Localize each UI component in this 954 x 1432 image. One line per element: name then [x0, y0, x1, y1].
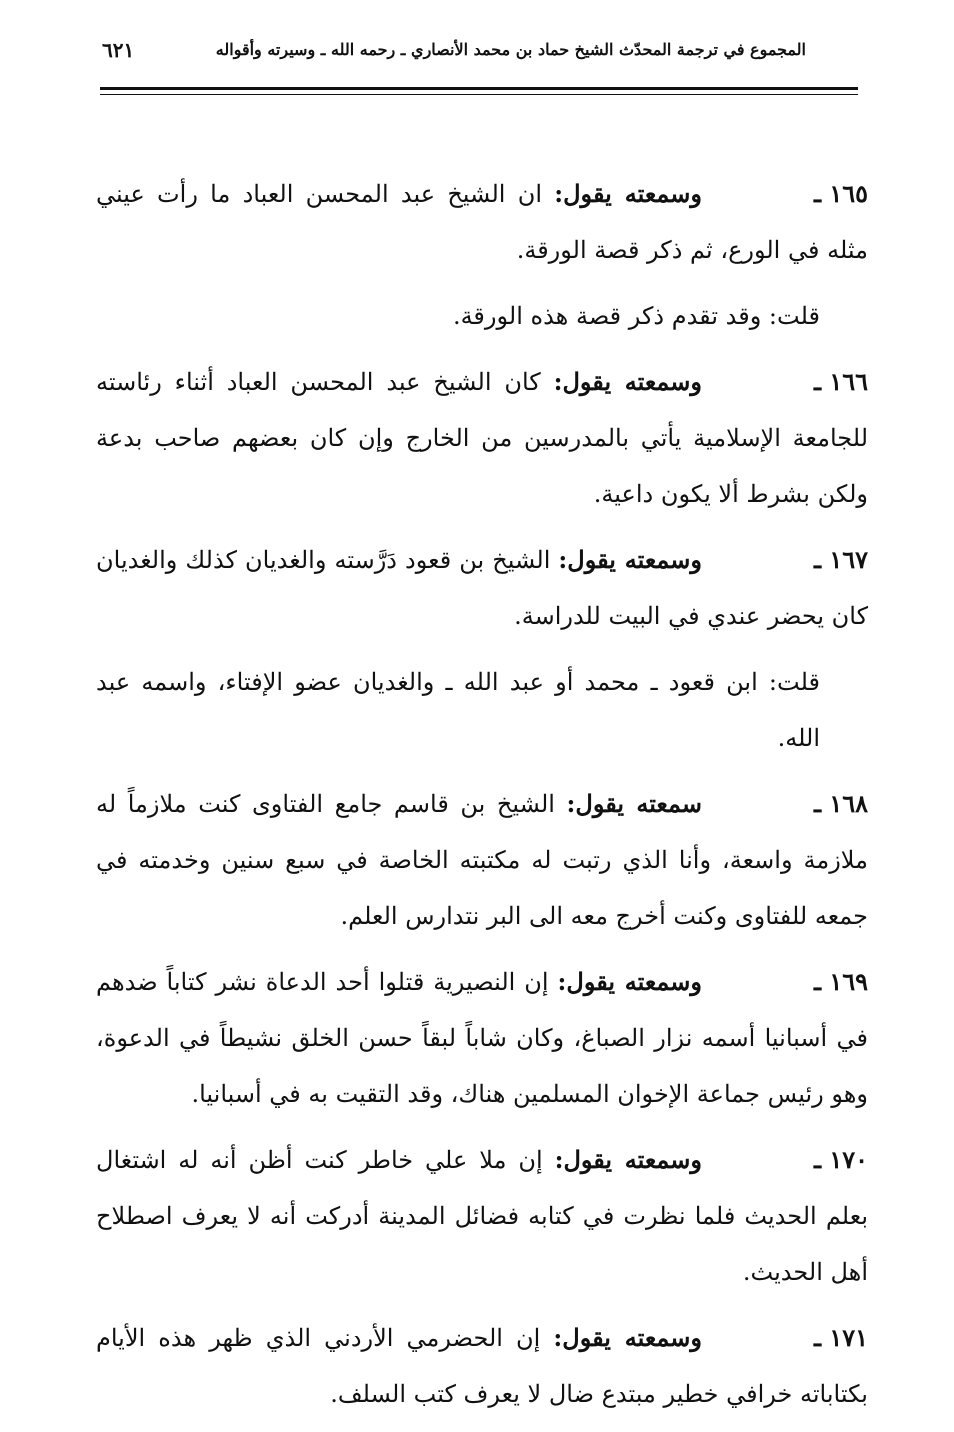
entry-lead: وسمعته يقول: — [554, 179, 703, 208]
entry-167 — [96, 532, 868, 644]
entry-number: ١٦٨ ـ — [813, 789, 868, 818]
entry-170 — [96, 1132, 868, 1300]
entry-text: كان الشيخ عبد المحسن العباد أثناء رئاسته للجامعة الإسلامية يأتي بالمدرسين من الخارج وإن كان بعضهم صاحب بدعة ولكن بشرط ألا يكون داعية. — [96, 368, 868, 508]
entry-lead: سمعته يقول: — [566, 789, 702, 818]
entry-text: الشيخ بن قعود دَرَّسته والغديان كذلك والغديان كان يحضر عندي في البيت للدراسة. — [96, 546, 868, 630]
entry-text: الشيخ بن قاسم جامع الفتاوى كنت ملازماً له ملازمة واسعة، وأنا الذي رتبت له مكتبته الخاصة في سبع سنين وخدمته في جمعه للفتاوى وكنت أخرج معه الى البر نتدارس العلم. — [96, 790, 868, 930]
body-text — [96, 166, 868, 1432]
header-title: المجموع في ترجمة المحدّث الشيخ حماد بن محمد الأنصاري ـ رحمه الله ـ وسيرته وأقواله — [215, 40, 806, 59]
entry-number: ١٧٠ ـ — [813, 1145, 869, 1174]
entry-lead: وسمعته يقول: — [553, 1323, 702, 1352]
entry-text: إن النصيرية قتلوا أحد الدعاة نشر كتاباً ضدهم في أسبانيا أسمه نزار الصباغ، وكان شاباً لبقاً حسن الخلق نشيطاً في الدعوة، وهو رئيس جماعة الإخوان المسلمين هناك، وقد التقيت به في أسبانيا. — [96, 968, 868, 1108]
header-rule-thick — [100, 87, 858, 90]
entry-166 — [96, 354, 868, 522]
entry-168 — [96, 776, 868, 944]
entry-text: ان الشيخ عبد المحسن العباد ما رأت عيني مثله في الورع، ثم ذكر قصة الورقة. — [96, 180, 868, 264]
entry-lead: وسمعته يقول: — [553, 367, 702, 396]
entry-169 — [96, 954, 868, 1122]
entry-text: إن ملا علي خاطر كنت أظن أنه له اشتغال بعلم الحديث فلما نظرت في كتابه فضائل المدينة أدركت أنه لا يعرف اصطلاح أهل الحديث. — [96, 1146, 868, 1286]
entry-number: ١٦٥ ـ — [813, 179, 869, 208]
entry-number: ١٦٧ ـ — [813, 545, 868, 574]
entry-number: ١٦٩ ـ — [813, 967, 868, 996]
page-number: ٦٢١ — [102, 38, 135, 62]
entry-text: إن الحضرمي الأردني الذي ظهر هذه الأيام بكتاباته خرافي خطير مبتدع ضال لا يعرف كتب السلف. — [96, 1324, 868, 1408]
entry-165 — [96, 166, 868, 278]
entry-171 — [96, 1310, 868, 1422]
entry-lead: وسمعته يقول: — [557, 967, 702, 996]
entry-number: ١٧١ ـ — [813, 1323, 868, 1352]
entry-lead: وسمعته يقول: — [558, 545, 702, 574]
note-1: قلت: وقد تقدم ذكر قصة هذه الورقة. — [452, 302, 820, 330]
entry-number: ١٦٦ ـ — [813, 367, 868, 396]
entry-lead: وسمعته يقول: — [554, 1145, 703, 1174]
note-2: قلت: ابن قعود ـ محمد أو عبد الله ـ والغديان عضو الإفتاء، واسمه عبد الله. — [96, 668, 821, 752]
header-rule-thin — [100, 94, 858, 95]
running-header — [96, 38, 858, 70]
